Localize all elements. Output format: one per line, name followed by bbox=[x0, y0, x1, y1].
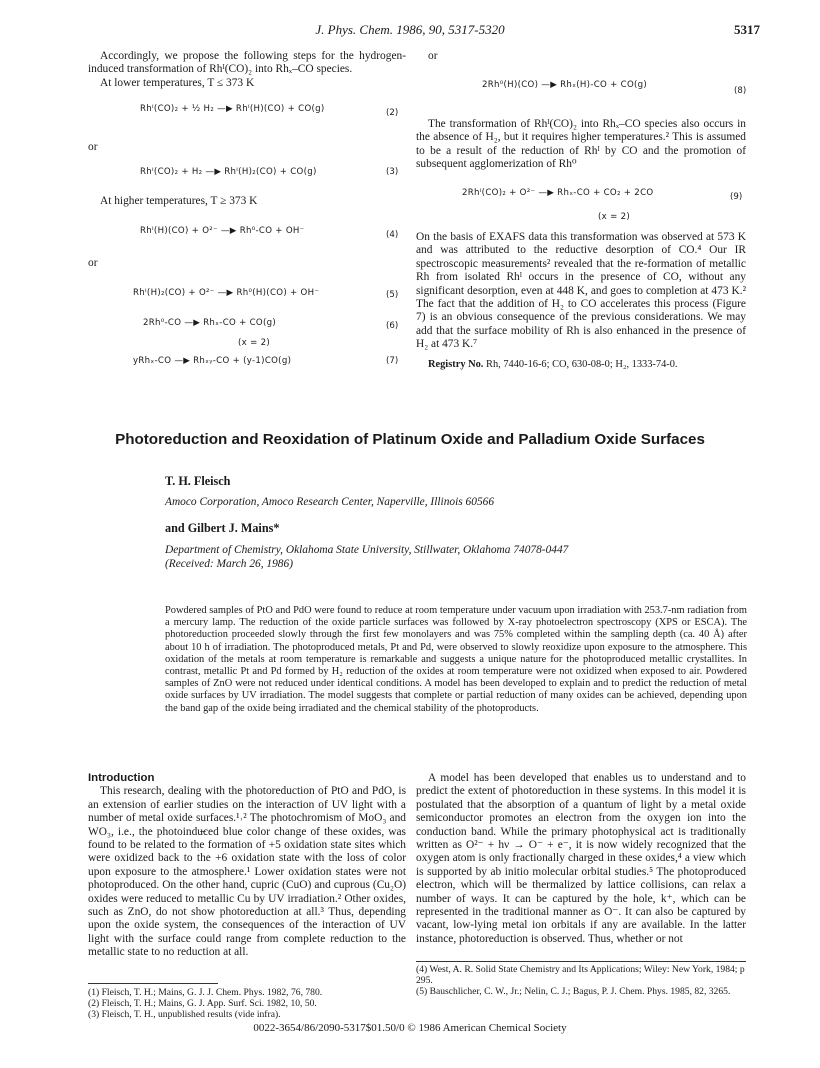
exafs-text: On the basis of EXAFS data this transformation was observed at 573 K and was attributed to the reductive desorption of CO.⁴ Our IR spectroscopic measurements² revealed that the re-formation of metallic Rh from isolated Rhᴵ occurs in the presence of CO, without any significant desorption, even at 448 K, and goes to completion at 473 K.² The fact that the addition of H₂ to CO accelerates this process (Figure 7) is an obvious consequence of the previous considerations. We may add that the surface mobility of Rh is also enhanced in the presence of H₂ at 473 K.⁷ bbox=[416, 231, 746, 351]
equation-9: 2Rhᴵ(CO)₂ + O²⁻ —▶ Rhₓ-CO + CO₂ + 2CO bbox=[462, 188, 654, 198]
equation-4-number: (4) bbox=[386, 230, 399, 240]
equation-2-number: (2) bbox=[386, 108, 399, 118]
introduction-right bbox=[416, 772, 746, 946]
footnote-rule-right bbox=[416, 961, 746, 962]
equation-8-number: (8) bbox=[734, 86, 747, 96]
introduction-text-right: A model has been developed that enables us to understand and to predict the extent of photoreduction in these systems. In this model it is postulated that the absorption of a quantum of light by a metal oxide semiconductor promotes an electron from the oxygen ion into the conduction band. While the primary photophysical act is traditionally written as O²⁻ + hν → O⁻ + e⁻, it is now widely recognized that the oxygen atom is only fractionally charged in these oxides,⁴ a view which is supported by ab initio molecular orbital studies.⁵ The photoproduced electron, which will be thermalized by lattice collisions, can relax a number of ways. It can be captured by the hole, k⁺, which can be represented in the traditional manner as O⁻. It can also be captured by vacant, low-lying metal ion orbitals if any are available. In the latter instance, photoreduction is observed. Thus, whether or not bbox=[416, 772, 746, 945]
footnotes-right bbox=[416, 964, 746, 998]
lower-temperature-label: At lower temperatures, T ≤ 373 K bbox=[100, 76, 255, 89]
introduction-text-left: This research, dealing with the photoreduction of PtO and PdO, is an extension of earlier studies on the interaction of UV light with a number of metal oxide surfaces.¹˒² The photochromism of MoO₃ and WO₃, i.e., the photoindu̶ced blue color change of these oxides, was found to be related to the formation of +5 oxidation state sites which were oxidized back to the +6 oxidation state with the loss of color upon exposure to the atmosphere.¹ Lower oxidation states were not photoproduced. On the other hand, cupric (CuO) and cuprous (Cu₂O) oxides were reduced to metallic Cu by UV irradiation.² Other oxides, such as ZnO, do not show photoreduction at all.³ Thus, depending upon the oxide system, the consequences of the interaction of UV light with the surface could range from complete reduction to the metallic state to no reduction at all. bbox=[88, 785, 406, 959]
introduction-left bbox=[88, 772, 406, 960]
equation-5-number: (5) bbox=[386, 290, 399, 300]
transformation-text: The transformation of Rhᴵ(CO)₂ into Rhₓ–CO species also occurs in the absence of H₂, but it requires higher temperatures.² This is assumed to be a result of the reduction of Rhᴵ by CO and the promotion of subsequent agglomerization of Rh⁰ bbox=[416, 118, 746, 171]
introduction-heading: Introduction bbox=[88, 772, 155, 784]
footnote-4: (4) West, A. R. Solid State Chemistry and Its Applications; Wiley: New York, 1984; p 295. bbox=[416, 964, 745, 987]
copyright-footer: 0022-3654/86/2090-5317$01.50/0 © 1986 American Chemical Society bbox=[253, 1022, 567, 1034]
equation-4: Rhᴵ(H)(CO) + O²⁻ —▶ Rh⁰-CO + OH⁻ bbox=[140, 226, 305, 236]
journal-citation: J. Phys. Chem. 1986, 90, 5317-5320 bbox=[315, 22, 505, 37]
author-mains: and Gilbert J. Mains* bbox=[165, 521, 280, 535]
footnote-rule-left bbox=[88, 983, 218, 984]
or-label-3: or bbox=[428, 50, 438, 62]
higher-temperature-text: At higher temperatures, T ≥ 373 K bbox=[100, 195, 258, 207]
left-intro-paragraph bbox=[88, 50, 406, 90]
equation-3: Rhᴵ(CO)₂ + H₂ —▶ Rhᴵ(H)₂(CO) + CO(g) bbox=[140, 167, 317, 177]
equation-9-condition: (x = 2) bbox=[598, 212, 631, 222]
equation-6: 2Rh⁰-CO —▶ Rhₓ-CO + CO(g) bbox=[143, 318, 277, 328]
received-date: (Received: March 26, 1986) bbox=[165, 558, 293, 570]
equation-7-number: (7) bbox=[386, 356, 399, 366]
author-fleisch: T. H. Fleisch bbox=[165, 474, 231, 488]
equation-8: 2Rh⁰(H)(CO) —▶ Rhₓ(H)-CO + CO(g) bbox=[482, 80, 648, 90]
affiliation-amoco: Amoco Corporation, Amoco Research Center, Naperville, Illinois 60566 bbox=[165, 496, 495, 508]
equation-3-number: (3) bbox=[386, 167, 399, 177]
footnote-5: (5) Bauschlicher, C. W., Jr.; Nelin, C. J.; Bagus, P. J. Chem. Phys. 1985, 82, 3265. bbox=[416, 986, 731, 998]
higher-temperature-label bbox=[88, 195, 406, 208]
registry-numbers: Rh, 7440-16-6; CO, 630-08-0; H₂, 1333-74-0. bbox=[486, 358, 678, 370]
equation-7: yRhₓ-CO —▶ Rhₓᵧ-CO + (y-1)CO(g) bbox=[133, 356, 292, 366]
right-exafs-paragraph bbox=[416, 231, 746, 371]
registry-label: Registry No. bbox=[428, 358, 484, 370]
affiliation-oklahoma: Department of Chemistry, Oklahoma State University, Stillwater, Oklahoma 74078-0447 bbox=[165, 544, 569, 556]
equation-6-condition: (x = 2) bbox=[238, 338, 271, 348]
article-title: Photoreduction and Reoxidation of Platinum Oxide and Palladium Oxide Surfaces bbox=[115, 431, 705, 448]
right-transformation-paragraph bbox=[416, 118, 746, 172]
footnote-2: (2) Fleisch, T. H.; Mains, G. J. App. Surf. Sci. 1982, 10, 50. bbox=[88, 998, 317, 1010]
registry-line bbox=[416, 358, 746, 371]
equation-9-number: (9) bbox=[730, 192, 743, 202]
or-label-2: or bbox=[88, 257, 98, 269]
footnote-3: (3) Fleisch, T. H., unpublished results (vide infra). bbox=[88, 1009, 281, 1021]
equation-6-number: (6) bbox=[386, 321, 399, 331]
hydrogen-transformation-text: Accordingly, we propose the following steps for the hydrogen-induced transformation of Rhᴵ(CO)₂ into Rhₓ–CO species. bbox=[88, 50, 406, 76]
abstract: Powdered samples of PtO and PdO were found to reduce at room temperature under vacuum upon irradiation with 253.7-nm radiation from a mercury lamp. The reduction of the oxide particle surfaces was followed by X-ray photoelectron spectroscopy (XPS or ESCA). The photoreduction proceeded slowly through the first few monolayers and was 75% completed within the sampling depth (ca. 40 Å) after about 10 h of irradiation. The photoproduced metals, Pt and Pd, were observed to slowly reoxidize upon exposure to the atmosphere. This oxidation of the metals at room temperature is remarkable and suggests a unique nature for the photoproduced metallic crystallites. In contrast, metallic Pt and Pd formed by H₂ reduction of the oxides at room temperature were not oxidized when exposed to air. Powdered samples of ZnO were not reduced under identical conditions. A model has been developed to explain and to predict the reduction of metal oxide surfaces by UV irradiation. The model suggests that complete or partial reduction of many oxides can be achieved, depending upon the band gap of the oxide being irradiated and the chemical stability of the photoproducts. bbox=[165, 605, 747, 714]
equation-5: Rhᴵ(H)₂(CO) + O²⁻ —▶ Rh⁰(H)(CO) + OH⁻ bbox=[133, 288, 320, 298]
page-number: 5317 bbox=[734, 22, 760, 37]
footnotes-left bbox=[88, 987, 406, 1021]
footnote-1: (1) Fleisch, T. H.; Mains, G. J. J. Chem. Phys. 1982, 76, 780. bbox=[88, 987, 323, 998]
or-label-1: or bbox=[88, 141, 98, 153]
equation-2: Rhᴵ(CO)₂ + ½ H₂ —▶ Rhᴵ(H)(CO) + CO(g) bbox=[140, 104, 325, 114]
